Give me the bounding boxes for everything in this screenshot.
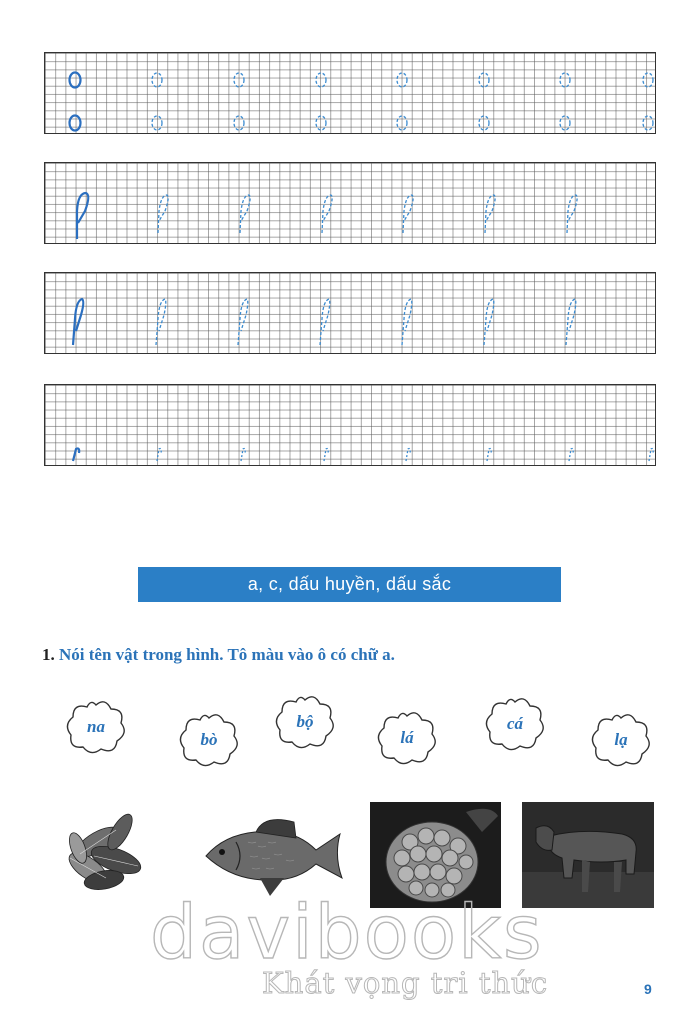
word-flower[interactable]	[63, 697, 129, 757]
word-label: bộ	[296, 712, 314, 731]
page-number: 9	[644, 981, 652, 997]
word-label: lạ	[614, 730, 628, 749]
word-flower[interactable]	[588, 710, 654, 770]
letter-short-strokes	[45, 385, 657, 467]
letter-o-strokes	[45, 53, 657, 135]
fish-image	[200, 812, 346, 900]
writing-grid-o	[44, 52, 656, 134]
exercise-number: 1.	[42, 645, 55, 664]
exercise-text: Nói tên vật trong hình. Tô màu vào ô có chữ a.	[59, 645, 395, 664]
word-flower[interactable]	[374, 708, 440, 768]
word-flower[interactable]	[272, 692, 338, 752]
lesson-title: a, c, dấu huyền, dấu sắc	[247, 574, 452, 594]
word-label: lá	[400, 728, 414, 747]
leaves-image	[58, 812, 150, 894]
word-label: cá	[506, 714, 524, 733]
watermark-brand: davibooks	[150, 890, 544, 976]
word-label: na	[87, 717, 105, 736]
word-flower[interactable]	[176, 710, 242, 770]
watermark-slogan: Khát vọng tri thức	[262, 966, 549, 1000]
word-flower[interactable]	[482, 694, 548, 754]
word-label: bò	[200, 730, 218, 749]
letter-b-strokes	[45, 163, 657, 245]
lesson-title-banner	[138, 567, 561, 602]
writing-grid-b	[44, 162, 656, 244]
writing-grid-dot	[44, 384, 656, 466]
letter-l-strokes	[45, 273, 657, 355]
exercise-instruction	[42, 645, 395, 665]
writing-grid-l	[44, 272, 656, 354]
